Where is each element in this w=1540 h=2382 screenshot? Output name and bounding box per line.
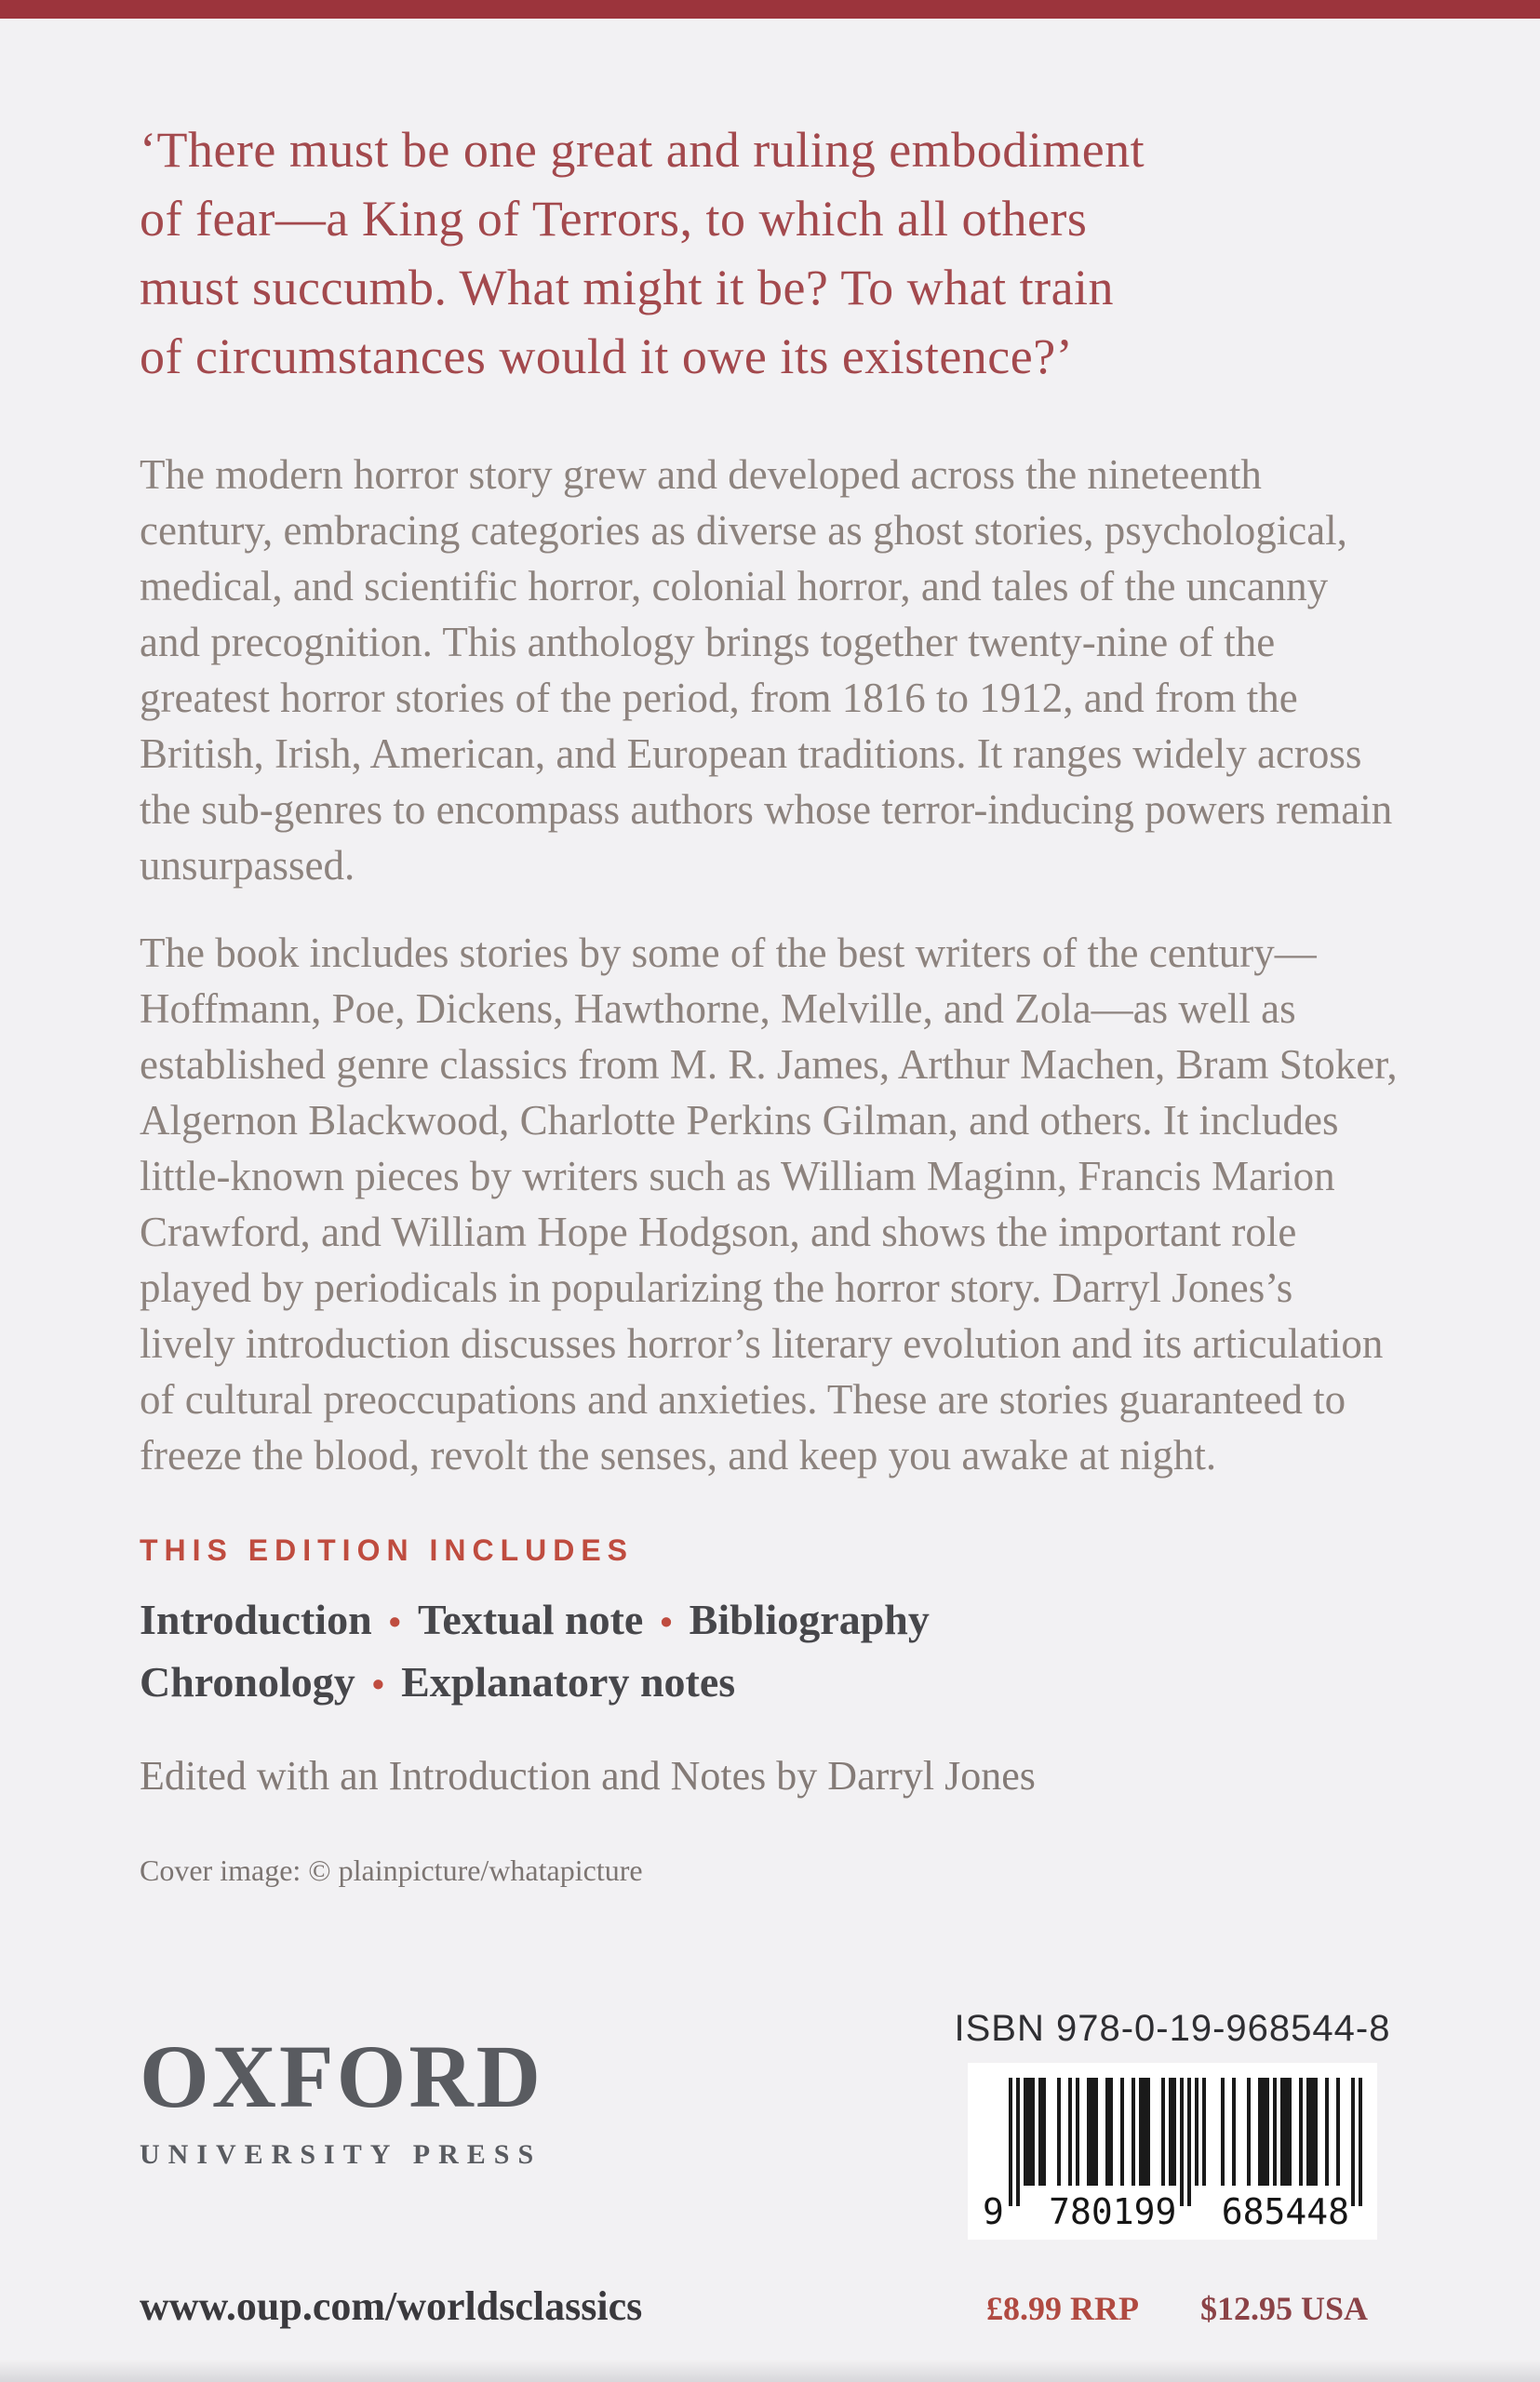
footer-row xyxy=(140,2282,1405,2382)
edition-item: Bibliography xyxy=(689,1596,930,1643)
prices xyxy=(940,2289,1405,2328)
edition-heading: THIS EDITION INCLUDES xyxy=(140,1533,635,1567)
pull-quote-line: ‘There must be one great and ruling embodiment xyxy=(140,122,1145,178)
publisher-website: www.oup.com/worldsclassics xyxy=(140,2283,643,2329)
edition-item: Textual note xyxy=(417,1596,644,1643)
bullet-icon: • xyxy=(371,1666,385,1705)
edition-item: Explanatory notes xyxy=(401,1658,736,1706)
cover-top-red-band xyxy=(0,0,1540,19)
barcode-digits xyxy=(983,2191,1362,2232)
barcode xyxy=(968,2063,1377,2240)
publisher-isbn-row xyxy=(140,2008,1405,2240)
isbn-block xyxy=(940,2008,1405,2240)
barcode-digit-left-group: 780199 xyxy=(1049,2191,1177,2232)
pull-quote-line: of circumstances would it owe its existence?’ xyxy=(140,328,1074,384)
barcode-bars xyxy=(1009,2078,1362,2206)
isbn-label: ISBN 978-0-19-968544-8 xyxy=(954,2008,1391,2049)
barcode-digit-first: 9 xyxy=(983,2191,1004,2232)
publisher-subtitle: UNIVERSITY PRESS xyxy=(140,2139,542,2170)
blurb-paragraph: The modern horror story grew and developed across the nineteenth century, embracing categories as diverse as ghost stories, psychological, medical, and scientific horror, colonial horror, and tales of the uncanny and precognition. This anthology brings together twenty-nine of the greatest horror stories of the period, from 1816 to 1912, and from the British, Irish, American, and European traditions. It ranges widely across the sub-genres to encompass authors whose terror-inducing powers remain unsurpassed. xyxy=(140,451,1393,889)
edition-item: Introduction xyxy=(140,1596,372,1643)
edition-item: Chronology xyxy=(140,1658,355,1706)
price-usd: $12.95 USA xyxy=(1199,2290,1368,2327)
cover-content xyxy=(0,19,1540,2382)
pull-quote-line: must succumb. What might it be? To what train xyxy=(140,260,1115,315)
edited-by-line: Edited with an Introduction and Notes by Darryl Jones xyxy=(140,1753,1036,1799)
cover-image-credit: Cover image: © plainpicture/whatapicture xyxy=(140,1853,643,1887)
bullet-icon: • xyxy=(388,1603,401,1642)
pull-quote-line: of fear—a King of Terrors, to which all others xyxy=(140,191,1088,247)
edition-list-line xyxy=(140,1653,1405,1715)
bullet-icon: • xyxy=(660,1603,673,1642)
publisher-name: OXFORD xyxy=(140,2027,543,2126)
publisher-logo xyxy=(140,2008,543,2171)
edition-list xyxy=(140,1590,1405,1715)
blurb-paragraph: The book includes stories by some of the best writers of the century—Hoffmann, Poe, Dickens, Hawthorne, Melville, and Zola—as well as established genre classics from M. R. James, Arthur Machen, Bram Stoker, Algernon Blackwood, Charlotte Perkins Gilman, and others. It includes little-known pieces by writers such as William Maginn, Francis Marion Crawford, and William Hope Hodgson, and shows the important role played by periodicals in popularizing the horror story. Darryl Jones’s lively introduction discusses horror’s literary evolution and its articulation of cultural preoccupations and anxieties. These are stories guaranteed to freeze the blood, revolt the senses, and keep you awake at night. xyxy=(140,930,1398,1479)
blurb xyxy=(140,447,1398,1483)
price-gbp: £8.99 RRP xyxy=(986,2290,1139,2327)
edition-list-line xyxy=(140,1590,1405,1653)
pull-quote xyxy=(140,115,1405,391)
barcode-digit-right-group: 685448 xyxy=(1221,2191,1349,2232)
barcode-inner xyxy=(983,2078,1362,2232)
